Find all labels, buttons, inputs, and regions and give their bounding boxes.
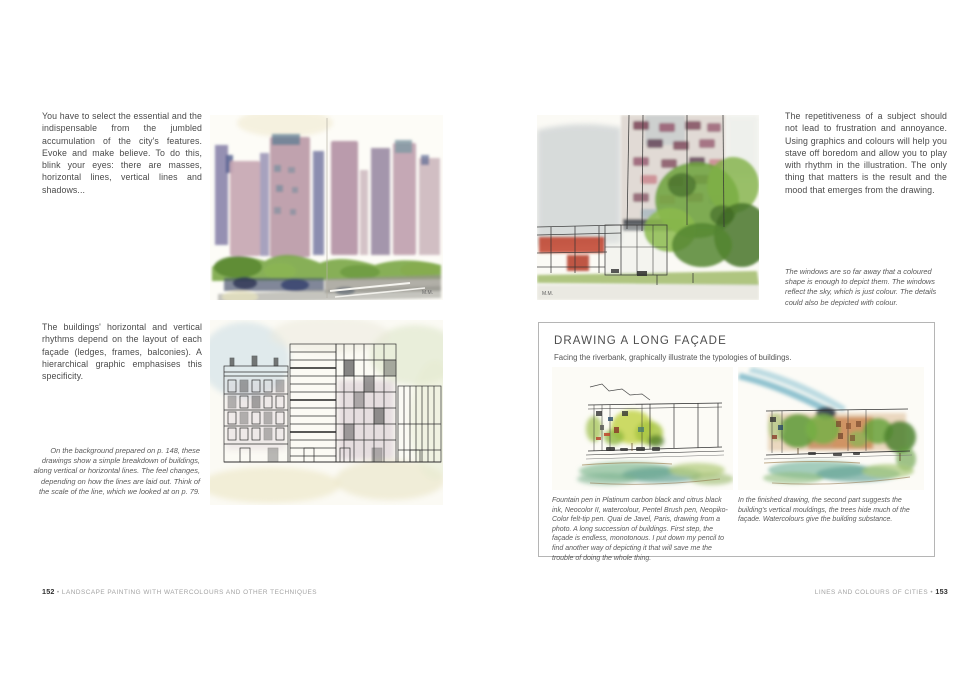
artist-signature: M.M. (542, 291, 554, 297)
skyline-watercolor-illustration (210, 115, 443, 300)
intro-paragraph: You have to select the essential and the indispensable from the jumbled accumulation of the city's features. Evoke and make believe. To do this, blink your eyes: there are masses, horizontal lines, vertical lines and shadows... (42, 111, 202, 195)
footer-separator-right: • (930, 589, 934, 596)
artist-signature: M.M. (422, 290, 434, 296)
finished-drawing-caption: In the finished drawing, the second part suggests the building's vertical mouldings, the trees hide much of the façade. Watercolours give the building substance. (738, 497, 910, 524)
first-step-caption: Fountain pen in Platinum carbon black and citrus black ink, Neocolor II, watercolour, Pentel Brush pen, Neopiko-Color felt-tip pen. Quai de Javel, Paris, drawing from a photo. A long succession of buildings. First step, the façade is endless, monotonous. I put down my pencil to find another way of depicting it that will save me the trouble of doing the whole thing. (552, 497, 728, 562)
footer-left (42, 587, 317, 596)
long-facade-finished-illustration (738, 367, 924, 490)
tower-watercolor-illustration (537, 115, 759, 300)
page-number-left: 152 (42, 587, 55, 596)
long-facade-first-step-illustration (552, 367, 733, 490)
footer-title-left: LANDSCAPE PAINTING WITH WATERCOLOURS AND OTHER TECHNIQUES (61, 589, 318, 596)
footer-right (815, 587, 948, 596)
facade-ink-drawing-illustration (210, 320, 443, 505)
page-number-right: 153 (935, 587, 948, 596)
rhythms-paragraph: The buildings' horizontal and vertical rhythms depend on the layout of each façade (ledges, frames, balconies). A hierarchical graphic emphasises this specificity. (42, 322, 202, 382)
exercise-box-title: DRAWING A LONG FAÇADE (554, 335, 727, 347)
facade-drawing-caption: On the background prepared on p. 148, these drawings show a simple breakdown of buildings, along vertical or horizontal lines. The feel changes, depending on how the lines are laid out. Think of the scale of the line, which we looked at on p. 79. (33, 446, 200, 496)
footer-title-right: LINES AND COLOURS OF CITIES (814, 589, 929, 596)
footer-separator-left: • (56, 589, 60, 596)
exercise-box (538, 322, 935, 562)
repetitiveness-paragraph: The repetitiveness of a subject should not lead to frustration and annoyance. Using graphics and colours will help you stave off boredom and allow you to play with rhythm in the illustration. The only thing that matters is the result and the mood that emerges from the drawing. (785, 111, 947, 195)
exercise-box-subtitle: Facing the riverbank, graphically illustrate the typologies of buildings. (554, 353, 792, 362)
windows-caption: The windows are so far away that a coloured shape is enough to depict them. The windows reflect the sky, which is just colour. The details could also be depicted with colour. (785, 267, 937, 307)
